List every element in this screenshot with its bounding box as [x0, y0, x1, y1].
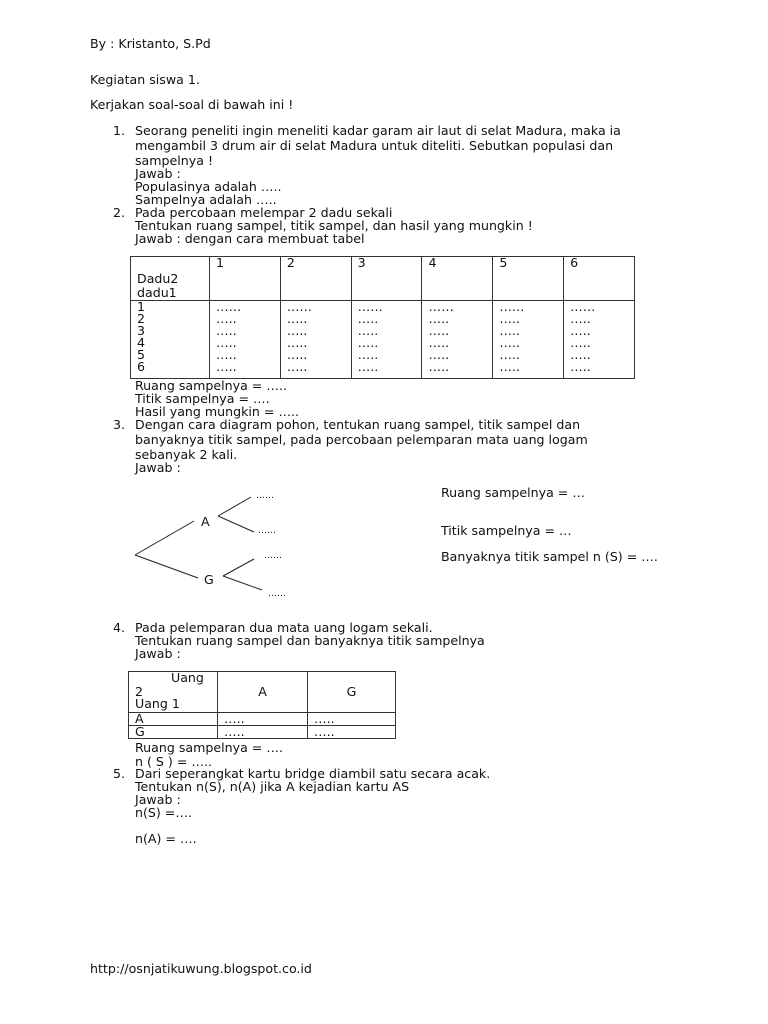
dice-cell: …..: [286, 311, 308, 326]
q1-line: Populasinya adalah …..: [135, 179, 282, 194]
q4-number: 4.: [113, 620, 126, 635]
q2-line: Pada percobaan melempar 2 dadu sekali: [135, 205, 393, 220]
coin-corner-mid: 2: [135, 684, 144, 699]
dice-cell: …..: [357, 335, 379, 350]
q4-line: Jawab :: [135, 646, 181, 661]
q3-line: banyaknya titik sampel, pada percobaan pelemparan mata uang logam: [135, 432, 588, 447]
coin-cell: …..: [308, 726, 396, 739]
dice-cell: …..: [499, 347, 520, 362]
coin-cell: …..: [218, 726, 308, 739]
dice-cell: …..: [216, 323, 237, 338]
coin-row-label: A: [129, 713, 218, 726]
coin-corner: [129, 672, 218, 713]
tree-branch: [135, 521, 194, 555]
dice-row-label: 3: [137, 323, 146, 338]
q1-line: Seorang peneliti ingin meneliti kadar garam air laut di selat Madura, maka ia: [135, 123, 621, 138]
tree-branch: [223, 559, 254, 576]
dice-cell: …..: [570, 359, 591, 374]
q5-line: Dari seperangkat kartu bridge diambil satu secara acak.: [135, 766, 491, 781]
q2-line: Tentukan ruang sampel, titik sampel, dan hasil yang mungkin !: [135, 218, 533, 233]
dice-cell: …..: [216, 359, 237, 374]
footer-url: http://osnjatikuwung.blogspot.co.id: [90, 961, 312, 976]
q5-line: n(S) =….: [135, 805, 192, 820]
tree-branch: [218, 497, 251, 516]
tree-leaf: ……: [256, 491, 274, 501]
coin-cell: …..: [218, 713, 308, 726]
tree-branch: [135, 555, 198, 578]
q1-line: Jawab :: [135, 166, 181, 181]
dice-cell: …..: [499, 311, 520, 326]
coin-corner-bottom: Uang 1: [135, 696, 180, 711]
q5-number: 5.: [113, 766, 126, 781]
dice-cell: …..: [570, 347, 591, 362]
q5-line: Tentukan n(S), n(A) jika A kejadian kartu AS: [135, 779, 410, 794]
q3-number: 3.: [113, 417, 126, 432]
q2-line: Jawab : dengan cara membuat tabel: [135, 231, 365, 246]
tree-leaf: ……: [268, 589, 286, 599]
q3-line: Jawab :: [135, 460, 181, 475]
q3-answer: Ruang sampelnya = …: [441, 485, 585, 500]
q5-line: n(A) = ….: [135, 831, 197, 846]
dice-col-header: 5: [493, 257, 564, 301]
q4-after: Ruang sampelnya = ….: [135, 740, 283, 755]
dice-cell: …..: [499, 335, 520, 350]
dice-cell: ……: [286, 299, 313, 314]
coin-cell: …..: [308, 713, 396, 726]
dice-row-label: 2: [137, 311, 146, 326]
dice-col-header: 2: [280, 257, 351, 301]
dice-corner-top: Dadu2: [137, 271, 179, 286]
q3-line: Dengan cara diagram pohon, tentukan ruang sampel, titik sampel dan: [135, 417, 581, 432]
q2-number: 2.: [113, 205, 126, 220]
tree-leaf: ……: [258, 526, 276, 536]
dice-cell: …..: [286, 335, 308, 350]
dice-cell: …..: [428, 359, 450, 374]
coin-row-label: G: [129, 726, 218, 739]
dice-col-header: 4: [422, 257, 493, 301]
dice-cell: …..: [286, 359, 308, 374]
dice-cell: ……: [357, 299, 383, 314]
dice-cell: …..: [357, 347, 379, 362]
dice-row-label: 6: [137, 359, 146, 374]
coin-col-header: G: [308, 672, 396, 713]
activity-title: Kegiatan siswa 1.: [90, 72, 200, 87]
dice-cell: ……: [570, 299, 596, 314]
q1-number: 1.: [113, 123, 126, 138]
dice-cell: …..: [216, 335, 237, 350]
dice-cell: …..: [357, 359, 379, 374]
dice-col-header: 6: [564, 257, 635, 301]
q4-line: Tentukan ruang sampel dan banyaknya titik sampelnya: [135, 633, 485, 648]
dice-cell: …..: [499, 359, 520, 374]
q2-after: Titik sampelnya = ….: [135, 391, 270, 406]
q4-line: Pada pelemparan dua mata uang logam sekali.: [135, 620, 433, 635]
dice-row-label: 4: [137, 335, 146, 350]
q1-line: sampelnya !: [135, 153, 213, 168]
q2-after: Hasil yang mungkin = …..: [135, 404, 300, 419]
dice-col-header: 1: [210, 257, 281, 301]
q3-line: sebanyak 2 kali.: [135, 447, 238, 462]
tree-branch: [223, 576, 262, 590]
dice-cell: …..: [570, 335, 591, 350]
dice-cell: …..: [570, 311, 591, 326]
coin-corner-top: Uang: [171, 670, 204, 685]
tree-leaf: ……: [264, 551, 282, 561]
dice-cell: …..: [286, 347, 308, 362]
dice-cell: …..: [357, 311, 379, 326]
q2-after: Ruang sampelnya = …..: [135, 378, 287, 393]
dice-cell: ……: [216, 299, 242, 314]
dice-corner-bottom: dadu1: [137, 285, 177, 300]
dice-row-label: 1: [137, 299, 146, 314]
dice-row-label: 5: [137, 347, 146, 362]
dice-cell: ……: [499, 299, 525, 314]
q5-line: Jawab :: [135, 792, 181, 807]
dice-cell: …..: [286, 323, 308, 338]
dice-cell: …..: [499, 323, 520, 338]
dice-cell: …..: [428, 311, 450, 326]
dice-cell: …..: [428, 335, 450, 350]
author-line: By : Kristanto, S.Pd: [90, 36, 211, 51]
dice-cell: …..: [428, 323, 450, 338]
q1-line: mengambil 3 drum air di selat Madura untuk diteliti. Sebutkan populasi dan: [135, 138, 614, 153]
instruction-text: Kerjakan soal-soal di bawah ini !: [90, 97, 294, 112]
dice-cell: …..: [428, 347, 450, 362]
tree-node-g: G: [204, 572, 214, 587]
tree-branch: [218, 516, 254, 532]
coin-col-header: A: [218, 672, 308, 713]
dice-cell: …..: [570, 323, 591, 338]
dice-cell: …..: [357, 323, 379, 338]
tree-node-a: A: [201, 514, 210, 529]
q3-answer: Titik sampelnya = …: [441, 523, 572, 538]
dice-cell: …..: [216, 347, 237, 362]
q4-after: n ( S ) = …..: [135, 754, 212, 769]
dice-cell: ……: [428, 299, 454, 314]
dice-col-header: 3: [351, 257, 422, 301]
q1-line: Sampelnya adalah …..: [135, 192, 277, 207]
q3-answer: Banyaknya titik sampel n (S) = ….: [441, 549, 658, 564]
dice-cell: …..: [216, 311, 237, 326]
coin-table: [128, 671, 396, 739]
